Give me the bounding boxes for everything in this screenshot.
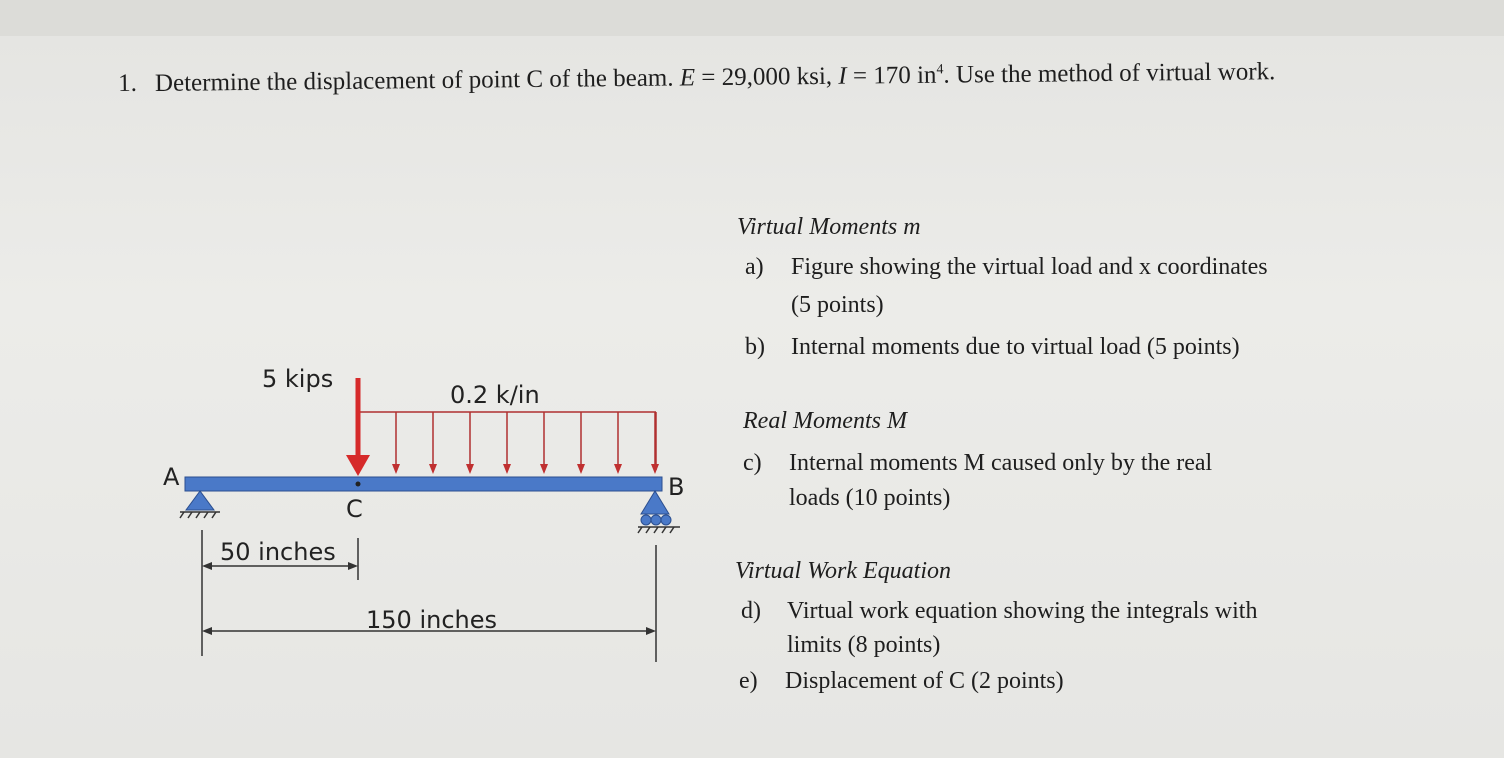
problem-number: 1. — [118, 70, 138, 98]
item-d-label: d) — [741, 598, 761, 624]
i-value: = 170 in — [846, 61, 937, 90]
dist-load-label: 0.2 k/in — [450, 381, 540, 409]
item-c-text-line2: loads (10 points) — [789, 485, 951, 511]
real-moments-heading: Real Moments M — [743, 408, 907, 434]
dist-load-arrowhead — [466, 464, 474, 474]
item-e-text: Displacement of C (2 points) — [785, 668, 1064, 694]
dim-50-label: 50 inches — [220, 538, 336, 566]
dim-150-label: 150 inches — [366, 606, 497, 634]
item-c-label: c) — [743, 450, 762, 476]
dist-load-arrowhead — [614, 464, 622, 474]
roller-wheel-right — [661, 515, 671, 525]
item-b — [745, 334, 1240, 361]
item-a-label: a) — [745, 254, 764, 280]
dim-150-arrow-left — [202, 627, 212, 635]
e-symbol: E — [679, 64, 696, 92]
dim-150-arrow-right — [646, 627, 656, 635]
item-d-text-line2: limits (8 points) — [787, 632, 941, 658]
i-exponent: 4 — [936, 62, 944, 78]
dist-load-arrows — [392, 412, 659, 474]
point-load-arrowhead — [346, 455, 370, 476]
i-symbol: I — [838, 62, 847, 90]
dist-load-arrowhead — [392, 464, 400, 474]
item-a — [745, 254, 1268, 281]
item-c-text: Internal moments M caused only by the real — [789, 450, 1213, 476]
item-e — [739, 668, 1064, 695]
dim-50-arrow-right — [348, 562, 358, 570]
item-d — [741, 598, 1257, 625]
roller-support-b — [641, 491, 669, 514]
item-b-text: Internal moments due to virtual load (5 points) — [791, 334, 1240, 360]
dist-load-arrowhead — [577, 464, 585, 474]
item-a-text-line2: (5 points) — [791, 292, 884, 318]
point-b-label: B — [668, 473, 685, 501]
problem-text-main: Determine the displacement of point C of the beam. — [154, 64, 674, 97]
item-d-text: Virtual work equation showing the integrals with — [787, 598, 1258, 624]
roller-wheel-left — [641, 515, 651, 525]
beam-diagram — [0, 0, 720, 700]
e-value: = 29,000 ksi, — [694, 62, 839, 92]
point-c-marker — [356, 482, 361, 487]
virtual-moments-heading: Virtual Moments m — [737, 214, 921, 240]
beam-body — [185, 477, 662, 491]
item-b-label: b) — [745, 334, 765, 360]
pin-support-a — [186, 491, 214, 510]
problem-text-tail: . Use the method of virtual work. — [943, 58, 1276, 89]
item-a-text: Figure showing the virtual load and x coordinates — [791, 254, 1268, 280]
virtual-work-heading: Virtual Work Equation — [735, 558, 951, 584]
roller-wheel-mid — [651, 515, 661, 525]
ground-hatch-b — [638, 527, 680, 533]
point-load-label: 5 kips — [262, 365, 334, 393]
dist-load-arrowhead — [429, 464, 437, 474]
dist-load-arrowhead — [540, 464, 548, 474]
point-a-label: A — [163, 463, 180, 491]
dist-load-arrowhead — [503, 464, 511, 474]
dist-load-arrowhead — [651, 464, 659, 474]
item-c — [743, 450, 1212, 477]
dim-50-arrow-left — [202, 562, 212, 570]
point-c-label: C — [346, 495, 363, 523]
item-e-label: e) — [739, 668, 758, 694]
ground-hatch-a — [180, 512, 220, 518]
